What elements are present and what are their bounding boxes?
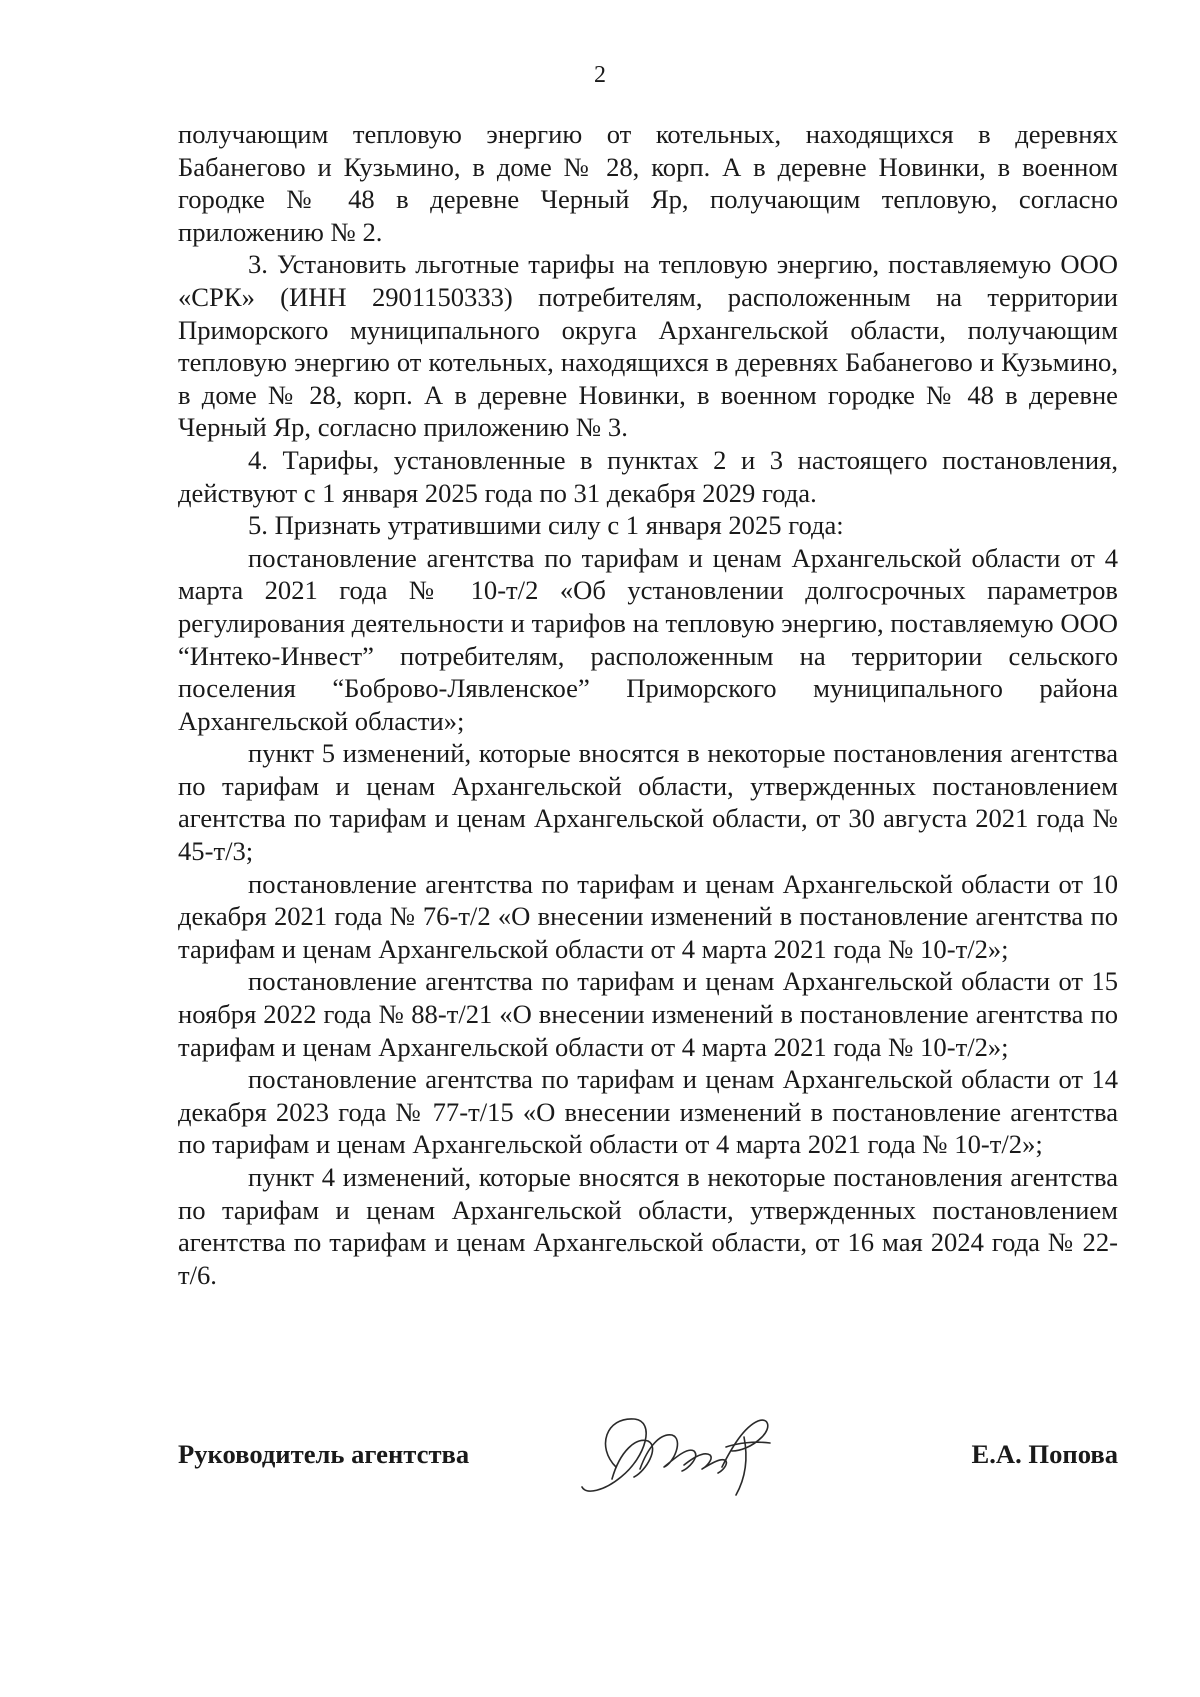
paragraph-item-4: 4. Тарифы, установленные в пунктах 2 и 3 настоящего постановления, действуют с 1 января 2025 года по 31 декабря 2029 года. bbox=[178, 444, 1118, 508]
document-body bbox=[178, 118, 1118, 1291]
handwritten-signature-icon bbox=[576, 1407, 786, 1503]
signatory-title: Руководитель агентства bbox=[178, 1439, 470, 1469]
repealed-act-1: постановление агентства по тарифам и ценам Архангельской области от 4 марта 2021 года № 10-т/2 «Об установлении долгосрочных параметров регулирования деятельности и тарифов на тепловую энергию, поставляемую ООО “Интеко-Инвест” потребителям, расположенным на территории сельского поселения “Боброво-Лявленское” Приморского муниципального района Архангельской области»; bbox=[178, 542, 1118, 736]
repealed-act-4: постановление агентства по тарифам и ценам Архангельской области от 15 ноября 2022 года № 88-т/21 «О внесении изменений в постановление агентства по тарифам и ценам Архангельской области от 4 марта 2021 года № 10-т/2»; bbox=[178, 966, 1118, 1062]
paragraph-item-5: 5. Признать утратившими силу с 1 января 2025 года: bbox=[248, 510, 844, 541]
repealed-act-6: пункт 4 изменений, которые вносятся в некоторые постановления агентства по тарифам и ценам Архангельской области, утвержденных постановлением агентства по тарифам и ценам Архангельской области, от 16 мая 2024 года № 22-т/6. bbox=[178, 1162, 1118, 1290]
repealed-act-2: пункт 5 изменений, которые вносятся в некоторые постановления агентства по тарифам и ценам Архангельской области, утвержденных постановлением агентства по тарифам и ценам Архангельской области, от 30 августа 2021 года № 45-т/3; bbox=[178, 738, 1118, 867]
repealed-act-5: постановление агентства по тарифам и ценам Архангельской области от 14 декабря 2023 года № 77-т/15 «О внесении изменений в постановление агентства по тарифам и ценам Архангельской области от 4 марта 2021 года № 10-т/2»; bbox=[178, 1064, 1118, 1160]
paragraph-continuation: получающим тепловую энергию от котельных, находящихся в деревнях Бабанегово и Кузьмино, в доме № 28, корп. А в деревне Новинки, в военном городке № 48 в деревне Черный Яр, получающим тепловую, согласно приложению № 2. bbox=[178, 119, 1118, 247]
page-number: 2 bbox=[594, 62, 606, 88]
signatory-name: Е.А. Попова bbox=[971, 1439, 1118, 1469]
repealed-act-3: постановление агентства по тарифам и ценам Архангельской области от 10 декабря 2021 года № 76-т/2 «О внесении изменений в постановление агентства по тарифам и ценам Архангельской области от 4 марта 2021 года № 10-т/2»; bbox=[178, 868, 1118, 964]
signature-block bbox=[178, 1427, 1118, 1507]
paragraph-item-3: 3. Установить льготные тарифы на тепловую энергию, поставляемую ООО «СРК» (ИНН 2901150333) потребителям, расположенным на территории Приморского муниципального округа Архангельской области, получающим тепловую энергию от котельных, находящихся в деревнях Бабанегово и Кузьмино, в доме № 28, корп. А в деревне Новинки, в военном городке № 48 в деревне Черный Яр, согласно приложению № 3. bbox=[178, 249, 1118, 443]
